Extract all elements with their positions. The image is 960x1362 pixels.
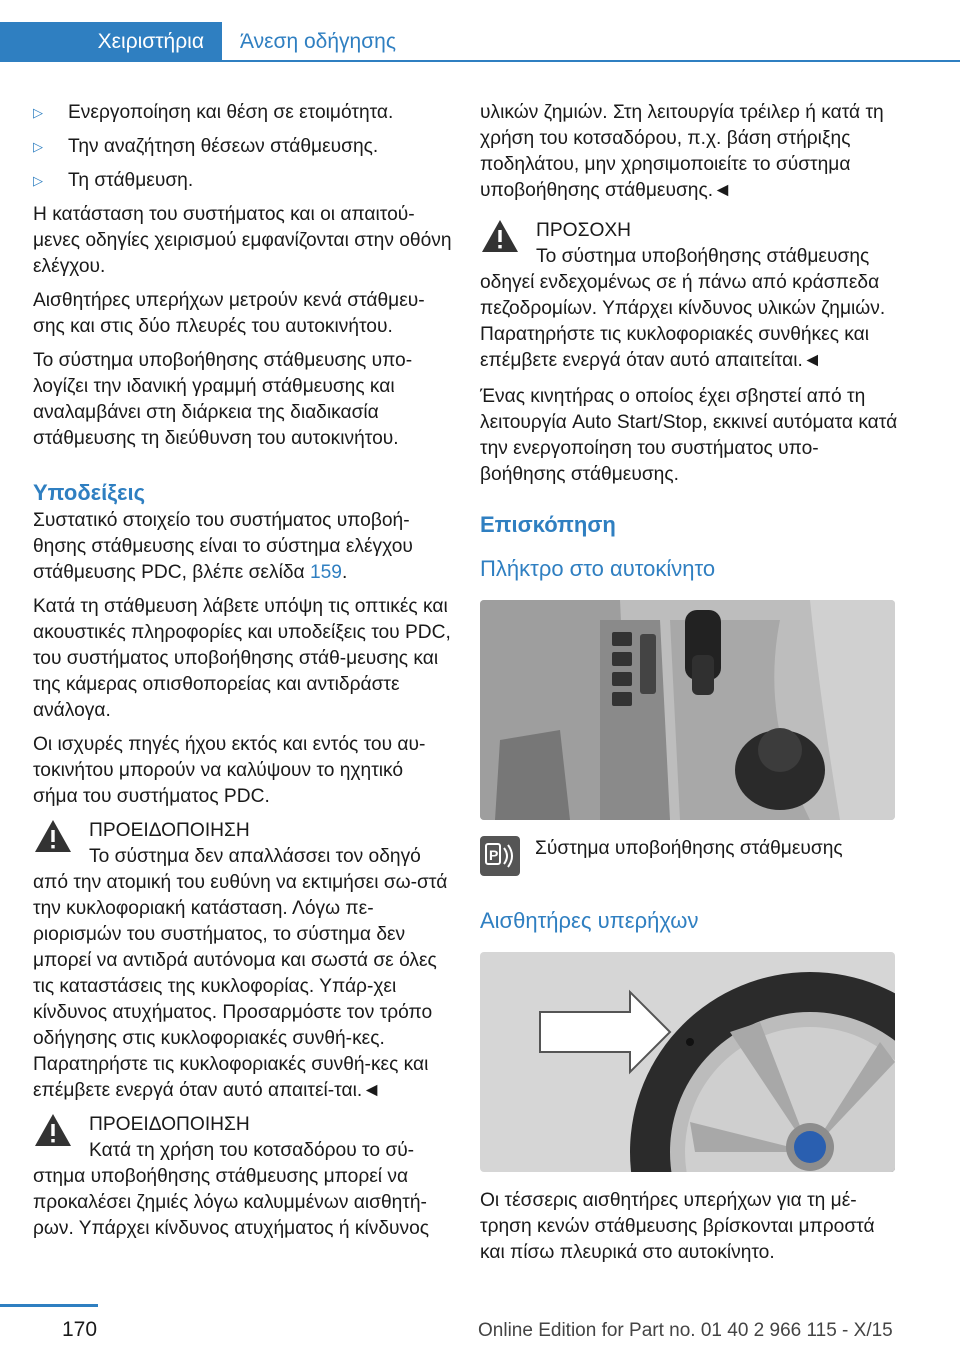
paragraph: Αισθητήρες υπερήχων μετρούν κενά στάθμευ‐σης και στις δύο πλευρές του αυτοκινήτου.: [33, 290, 425, 337]
list-item: ▷ Ενεργοποίηση και θέση σε ετοιμότητα.: [33, 100, 453, 126]
list-item: ▷ Την αναζήτηση θέσεων στάθμευσης.: [33, 134, 453, 160]
svg-text:P: P: [489, 847, 499, 863]
subheading-button: Πλήκτρο στο αυτοκίνητο: [480, 556, 716, 581]
warning-text: Το σύστημα δεν απαλλάσσει τον οδηγό από την ατομική του ευθύνη να εκτιμήσει σω‐στά την κυκλοφοριακή κατάσταση. Λόγω πε‐ριορισμών του συστήματος, το σύστημα δεν μπορεί να αντιδρά αυτόνομα και σωστά σε όλες τις καταστάσεις της κυκλοφορίας. Υπάρ‐χει κίνδυνος ατυχήματος. Προσαρμόστε τον τρόπο οδήγησης στις κυκλοφοριακές συνθή‐κες. Παρατηρήστε τις κυκλοφοριακές συνθή‐κες και επέμβετε ενεργά όταν αυτό απαιτεί‐ται.◄: [33, 846, 448, 1101]
warning-title: ΠΡΟΕΙΔΟΠΟΙΗΣΗ: [89, 820, 250, 841]
console-photo: [480, 600, 895, 820]
triangle-bullet-icon: ▷: [33, 139, 43, 154]
section-tab-controls[interactable]: Χειριστήρια: [0, 22, 222, 62]
paragraph: Οι τέσσερις αισθητήρες υπερήχων για τη μέ‐τρηση κενών στάθμευσης βρίσκονται μπροστά και πίσω πλευρικά στο αυτοκίνητο.: [480, 1190, 875, 1263]
edition-note: Online Edition for Part no. 01 40 2 966 115 - X/15: [478, 1320, 893, 1341]
warning-box: [33, 818, 453, 1104]
triangle-bullet-icon: ▷: [33, 173, 43, 188]
parking-assist-button-icon: [480, 836, 520, 876]
paragraph: Κατά τη στάθμευση λάβετε υπόψη τις οπτικές και ακουστικές πληροφορίες και υποδείξεις του PDC, του συστήματος υποβοήθησης στάθ‐μευσης και της κάμερας οπισθοπορείας και αντιδράστε ανάλογα.: [33, 596, 451, 721]
right-column: [480, 100, 900, 1274]
page-link[interactable]: 159: [309, 562, 342, 583]
wheel-photo: [480, 952, 895, 1172]
paragraph: Το σύστημα υποβοήθησης στάθμευσης υπο‐λογίζει την ιδανική γραμμή στάθμευσης και αναλαμβάνει στη διάρκεια της διαδικασία στάθμευσης τη διεύθυνση του αυτοκινήτου.: [33, 350, 413, 449]
caution-text: Το σύστημα υποβοήθησης στάθμευσης οδηγεί ενδεχομένως σε ή πάνω από κράσπεδα πεζοδρομίων. Υπάρχει κίνδυνος υλικών ζημιών. Παρατηρήστε τις κυκλοφοριακές συνθήκες και επέμβετε ενεργά όταν αυτό απαιτείται.◄: [480, 246, 886, 371]
warning-triangle-icon: [33, 818, 73, 854]
left-column: [33, 100, 453, 1250]
caution-box: [480, 218, 900, 374]
list-item: ▷ Τη στάθμευση.: [33, 168, 453, 194]
paragraph: Ένας κινητήρας ο οποίος έχει σβηστεί από τη λειτουργία Auto Start/Stop, εκκινεί αυτόματα κατά την ενεργοποίηση του συστήματος υπο‐βοήθησης στάθμευσης.: [480, 386, 898, 485]
caution-title: ΠΡΟΣΟΧΗ: [536, 220, 632, 241]
center-console-image: [480, 600, 895, 820]
triangle-bullet-icon: ▷: [33, 105, 43, 120]
paragraph: Συστατικό στοιχείο του συστήματος υποβοή‐θησης στάθμευσης είναι το σύστημα ελέγχου στάθμευσης PDC, βλέπε σελίδα 159.: [33, 510, 413, 583]
page-header: [0, 0, 960, 62]
caption-row: [480, 836, 900, 878]
paragraph: Η κατάσταση του συστήματος και οι απαιτού‐μενες οδηγίες χειρισμού εμφανίζονται στην οθόνη ελέγχου.: [33, 204, 452, 277]
warning-text: Κατά τη χρήση του κοτσαδόρου το σύ‐στημα υποβοήθησης στάθμευσης μπορεί να προκαλέσει ζημιές λόγω καλυμμένων αισθητή‐ρων. Υπάρχει κίνδυνος ατυχήματος ή κίνδυνος: [33, 1140, 430, 1239]
section-heading-overview: Επισκόπηση: [480, 512, 616, 537]
page-number: 170: [62, 1318, 98, 1341]
warning-title: ΠΡΟΕΙΔΟΠΟΙΗΣΗ: [89, 1114, 250, 1135]
warning-box: [33, 1112, 453, 1242]
warning-triangle-icon: [33, 1112, 73, 1148]
caption-text: Σύστημα υποβοήθησης στάθμευσης: [535, 838, 843, 859]
section-tab-driving-comfort[interactable]: Άνεση οδήγησης: [240, 30, 396, 53]
paragraph: υλικών ζημιών. Στη λειτουργία τρέιλερ ή κατά τη χρήση του κοτσαδόρου, π.χ. βάση στήριξης ποδηλάτου, μην χρησιμοποιείτε το σύστημα υποβοήθησης στάθμευσης.◄: [480, 102, 884, 201]
footer-rule: [0, 1304, 98, 1307]
subheading-ultrasonic-sensors: Αισθητήρες υπερήχων: [480, 908, 699, 933]
header-rule: [0, 60, 960, 62]
wheel-sensor-image: [480, 952, 895, 1172]
warning-triangle-icon: [480, 218, 520, 254]
section-heading-hints: Υποδείξεις: [33, 480, 146, 505]
paragraph: Οι ισχυρές πηγές ήχου εκτός και εντός του αυ‐τοκινήτου μπορούν να καλύψουν το ηχητικό σήμα του συστήματος PDC.: [33, 734, 426, 807]
